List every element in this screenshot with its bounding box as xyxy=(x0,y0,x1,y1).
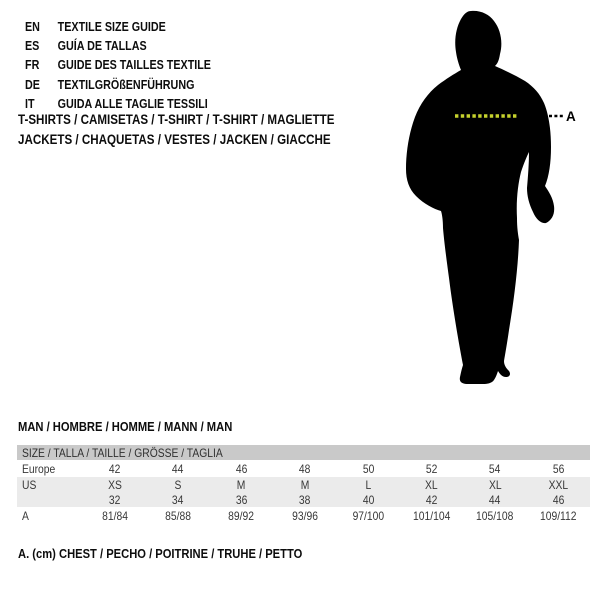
table-cell-value: 40 xyxy=(362,492,374,507)
lang-title: TEXTILE SIZE GUIDE xyxy=(57,19,166,34)
table-cell-value: S xyxy=(174,477,182,492)
table-cell-value: 46 xyxy=(552,492,565,507)
table-cell-value: 81/84 xyxy=(101,509,128,523)
category-jackets: JACKETS / CHAQUETAS / VESTES / JACKEN / GIACCHE xyxy=(18,131,331,147)
legend-row-fr xyxy=(25,56,211,75)
table-cell xyxy=(273,477,336,492)
table-cell-value: M xyxy=(300,477,310,492)
table-cell-value: XL xyxy=(488,477,502,492)
lang-code: IT xyxy=(25,97,35,112)
table-cell xyxy=(146,460,209,477)
row-label-cell xyxy=(17,477,83,492)
table-cell xyxy=(337,460,400,477)
size-table xyxy=(17,445,590,525)
table-cell-value: 34 xyxy=(172,492,184,507)
table-cell xyxy=(527,507,590,525)
legend-row-es xyxy=(25,36,211,55)
table-cell-value: 50 xyxy=(362,461,374,476)
table-cell-value: 85/88 xyxy=(165,509,191,523)
table-header-text: SIZE / TALLA / TAILLE / GRÖSSE / TAGLIA xyxy=(22,445,223,460)
table-cell-value: 38 xyxy=(299,492,311,507)
row-label: A xyxy=(22,509,29,523)
row-label-cell xyxy=(17,507,83,525)
table-cell-value: 105/108 xyxy=(476,509,514,523)
lang-code: ES xyxy=(25,39,40,54)
measurement-footnote-text: A. (cm) CHEST / PECHO / POITRINE / TRUHE / PETTO xyxy=(18,546,303,561)
language-legend xyxy=(25,17,241,114)
measure-label-a: A xyxy=(566,109,576,124)
row-label: Europe xyxy=(22,461,56,476)
category-tshirts: T-SHIRTS / CAMISETAS / T-SHIRT / T-SHIRT / MAGLIETTE xyxy=(18,111,335,127)
table-cell xyxy=(210,460,273,477)
table-cell-value: 93/96 xyxy=(291,509,318,523)
man-silhouette xyxy=(406,11,554,384)
lang-title: GUIDA ALLE TAGLIE TESSILI xyxy=(57,97,208,112)
table-cell-value: XXL xyxy=(548,477,569,492)
table-row xyxy=(17,492,590,507)
table-cell xyxy=(337,477,400,492)
table-row xyxy=(17,477,590,492)
table-cell-value: 42 xyxy=(108,461,121,476)
table-cell xyxy=(146,492,209,507)
size-table-body xyxy=(17,460,590,525)
table-cell xyxy=(83,460,146,477)
table-cell xyxy=(210,492,273,507)
garment-categories xyxy=(18,109,386,149)
table-row xyxy=(17,507,590,525)
table-cell xyxy=(210,507,273,525)
table-cell xyxy=(337,507,400,525)
table-cell-value: L xyxy=(365,477,372,492)
table-cell-value: 56 xyxy=(552,461,565,476)
table-cell-value: 32 xyxy=(108,492,121,507)
table-cell xyxy=(337,492,400,507)
lang-title: GUIDE DES TAILLES TEXTILE xyxy=(57,58,211,73)
table-cell-value: 42 xyxy=(425,492,438,507)
lang-code: DE xyxy=(25,77,40,92)
table-cell xyxy=(400,492,463,507)
table-cell xyxy=(146,507,209,525)
table-row xyxy=(17,460,590,477)
table-cell xyxy=(83,507,146,525)
man-figure xyxy=(400,0,600,400)
table-cell xyxy=(463,477,526,492)
table-cell-value: XL xyxy=(425,477,438,492)
table-cell xyxy=(146,477,209,492)
section-title-text: MAN / HOMBRE / HOMME / MANN / MAN xyxy=(18,419,233,434)
table-cell-value: 52 xyxy=(425,461,438,476)
row-label-cell xyxy=(17,492,83,507)
table-cell-value: 101/104 xyxy=(412,509,451,523)
table-cell-value: 54 xyxy=(489,461,501,476)
table-cell-value: 36 xyxy=(235,492,248,507)
table-cell-value: 48 xyxy=(299,461,311,476)
table-cell-value: 46 xyxy=(235,461,248,476)
table-cell xyxy=(273,460,336,477)
row-label: US xyxy=(22,477,37,492)
table-cell xyxy=(463,492,526,507)
table-cell xyxy=(273,492,336,507)
table-cell xyxy=(210,477,273,492)
measurement-footnote xyxy=(18,546,349,561)
table-cell xyxy=(273,507,336,525)
table-cell xyxy=(527,460,590,477)
section-title-man xyxy=(18,419,267,434)
table-cell xyxy=(463,507,526,525)
lang-code: EN xyxy=(25,19,40,34)
table-header-cell xyxy=(17,445,590,460)
lang-title: TEXTILGRÖßENFÜHRUNG xyxy=(57,77,195,92)
table-cell xyxy=(400,477,463,492)
lang-title: GUÍA DE TALLAS xyxy=(57,39,147,54)
lang-code: FR xyxy=(25,58,40,73)
table-cell-value: 44 xyxy=(172,461,184,476)
table-cell-value: 44 xyxy=(489,492,501,507)
table-cell xyxy=(527,492,590,507)
table-cell-value: M xyxy=(237,477,246,492)
table-cell xyxy=(400,507,463,525)
table-cell xyxy=(463,460,526,477)
legend-row-en xyxy=(25,17,211,36)
table-cell xyxy=(527,477,590,492)
table-cell-value: XS xyxy=(107,477,122,492)
table-cell xyxy=(83,477,146,492)
legend-row-de xyxy=(25,75,211,94)
table-cell-value: 109/112 xyxy=(540,509,577,523)
table-header-row xyxy=(17,445,590,460)
table-cell xyxy=(400,460,463,477)
table-cell xyxy=(83,492,146,507)
row-label-cell xyxy=(17,460,83,477)
table-cell-value: 97/100 xyxy=(352,509,384,523)
table-cell-value: 89/92 xyxy=(228,509,255,523)
